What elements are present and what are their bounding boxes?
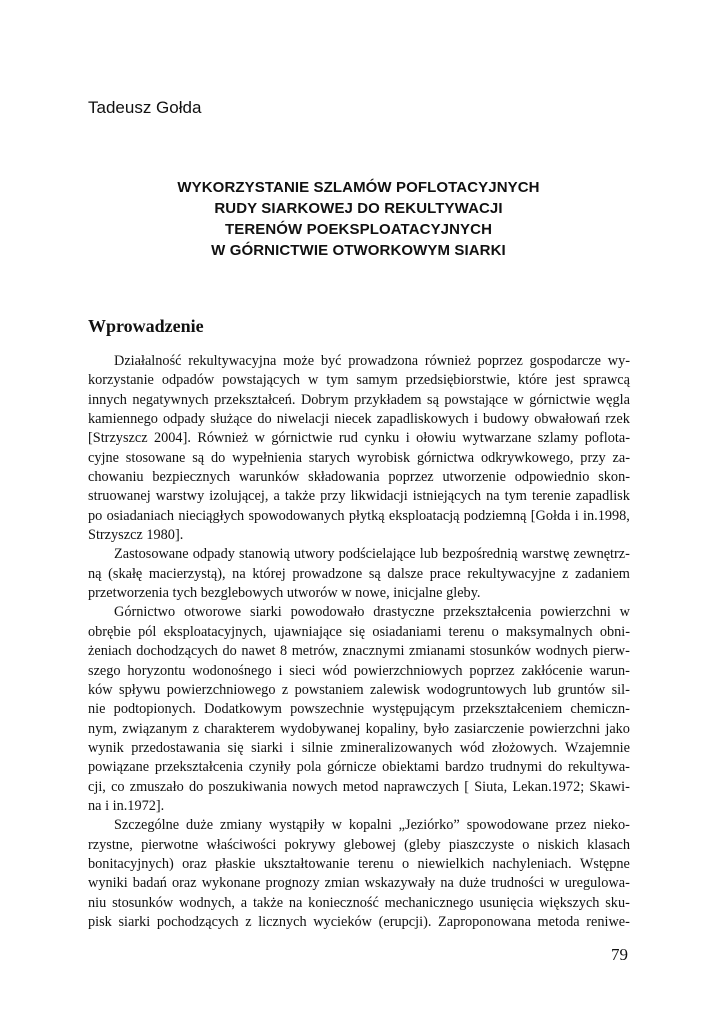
body-line: korzystanie odpadów powstających w tym samym przedsiębiorstwie, które jest sprawcą — [88, 372, 630, 389]
body-line: ną (skałę macierzystą), na której prowadzone są dalsze prace rekultywacyjne z zadaniem — [88, 565, 630, 582]
body-line: cji, co zmuszało do poszukiwania nowych metod naprawczych [ Siuta, Lekan.1972; Skawi- — [88, 778, 630, 795]
body-line: przetworzenia tych bezglebowych utworów w nowe, inicjalne gleby. — [88, 585, 481, 602]
body-line: chowaniu bezpiecznych warunków składowania poprzez utworzenie odpowiednio skon- — [88, 469, 630, 486]
body-line: ków spływu powierzchniowego z powstaniem zalewisk wodogruntowych lub gruntów sil- — [88, 681, 630, 698]
body-line: Strzyszcz 1980]. — [88, 527, 184, 544]
body-line: nym, związanym z charakterem wydobywanej kopaliny, było zasiarczenie powierzchni jako — [88, 720, 630, 737]
body-line: na i in.1972]. — [88, 797, 165, 814]
body-line: [Strzyszcz 2004]. Również w górnictwie rud cynku i ołowiu wytwarzane szlamy poflota- — [88, 430, 630, 447]
body-line: obrębie pól eksploatacyjnych, ujawniające się osiadaniami terenu o maksymalnych obni- — [88, 623, 630, 640]
body-line: cyjne stosowane są do wypełnienia starych wyrobisk górnictwa odkrywkowego, przy za- — [88, 449, 630, 466]
author-name: Tadeusz Gołda — [88, 98, 202, 117]
body-line: Górnictwo otworowe siarki powodowało drastyczne przekształcenia powierzchni w — [114, 604, 630, 621]
title-line: WYKORZYSTANIE SZLAMÓW POFLOTACYJNYCH — [177, 179, 540, 196]
body-line: nie podtopionych. Dodatkowym powszechnie występującym przekształceniem chemiczn- — [88, 701, 630, 718]
body-line: struowanej warstwy izolującej, a także przy likwidacji istniejących na tym terenie zapadlisk — [88, 488, 630, 505]
body-line: Szczególne duże zmiany wystąpiły w kopalni „Jeziórko” spowodowane przez nieko- — [114, 817, 630, 834]
body-line: rzystne, pierwotne właściwości pokrywy glebowej (gleby piaszczyste o niskich klasach — [88, 836, 630, 853]
body-line: powiązane przekształcenia czyniły pola górnicze obiektami bardzo trudnymi do rekultywa- — [88, 759, 630, 776]
title-line: W GÓRNICTWIE OTWORKOWYM SIARKI — [211, 242, 506, 259]
body-line: kamiennego odpady służące do niwelacji niecek zapadliskowych i budowy obwałowań rzek — [88, 411, 630, 428]
section-heading: Wprowadzenie — [88, 316, 204, 336]
article-title — [90, 177, 627, 261]
body-line: Zastosowane odpady stanowią utwory podścielające lub bezpośrednią warstwę zewnętrz- — [114, 546, 630, 563]
body-line: bonitacyjnych) oraz płaskie ukształtowanie terenu o niewielkich nachyleniach. Wstępne — [88, 855, 630, 872]
title-line: RUDY SIARKOWEJ DO REKULTYWACJI — [214, 200, 503, 217]
body-line: po osiadaniach nieciągłych spowodowanych płytką eksploatacją podziemną [Gołda i in.1998, — [88, 507, 630, 524]
page-number: 79 — [611, 945, 628, 964]
body-line: niu stosunków wodnych, a także na konieczność mechanicznego usunięcia większych sku- — [88, 894, 630, 911]
body-line: szego horyzontu wodonośnego i sieci wód powierzchniowych poprzez zakłócenie warun- — [88, 662, 630, 679]
body-text — [88, 352, 630, 932]
body-line: pisk siarki pochodzących z licznych wycieków (erupcji). Zaproponowana metoda reniwe- — [88, 913, 630, 930]
title-line: TERENÓW POEKSPLOATACYJNYCH — [224, 221, 493, 238]
body-line: wynik przedostawania się siarki i silnie zmineralizowanych wód złożowych. Wzajemnie — [88, 739, 630, 756]
body-line: wyniki badań oraz wykonane prognozy zmian wskazywały na duże trudności w uregulowa- — [88, 875, 630, 892]
body-line: żeniach dochodzących do nawet 8 metrów, znacznymi zmianami stosunków wodnych pierw- — [88, 643, 630, 660]
body-line: Działalność rekultywacyjna może być prowadzona również poprzez gospodarcze wy- — [114, 353, 630, 369]
body-line: innych negatywnych przekształceń. Dobrym przykładem są powstające w górnictwie węgla — [88, 391, 630, 408]
